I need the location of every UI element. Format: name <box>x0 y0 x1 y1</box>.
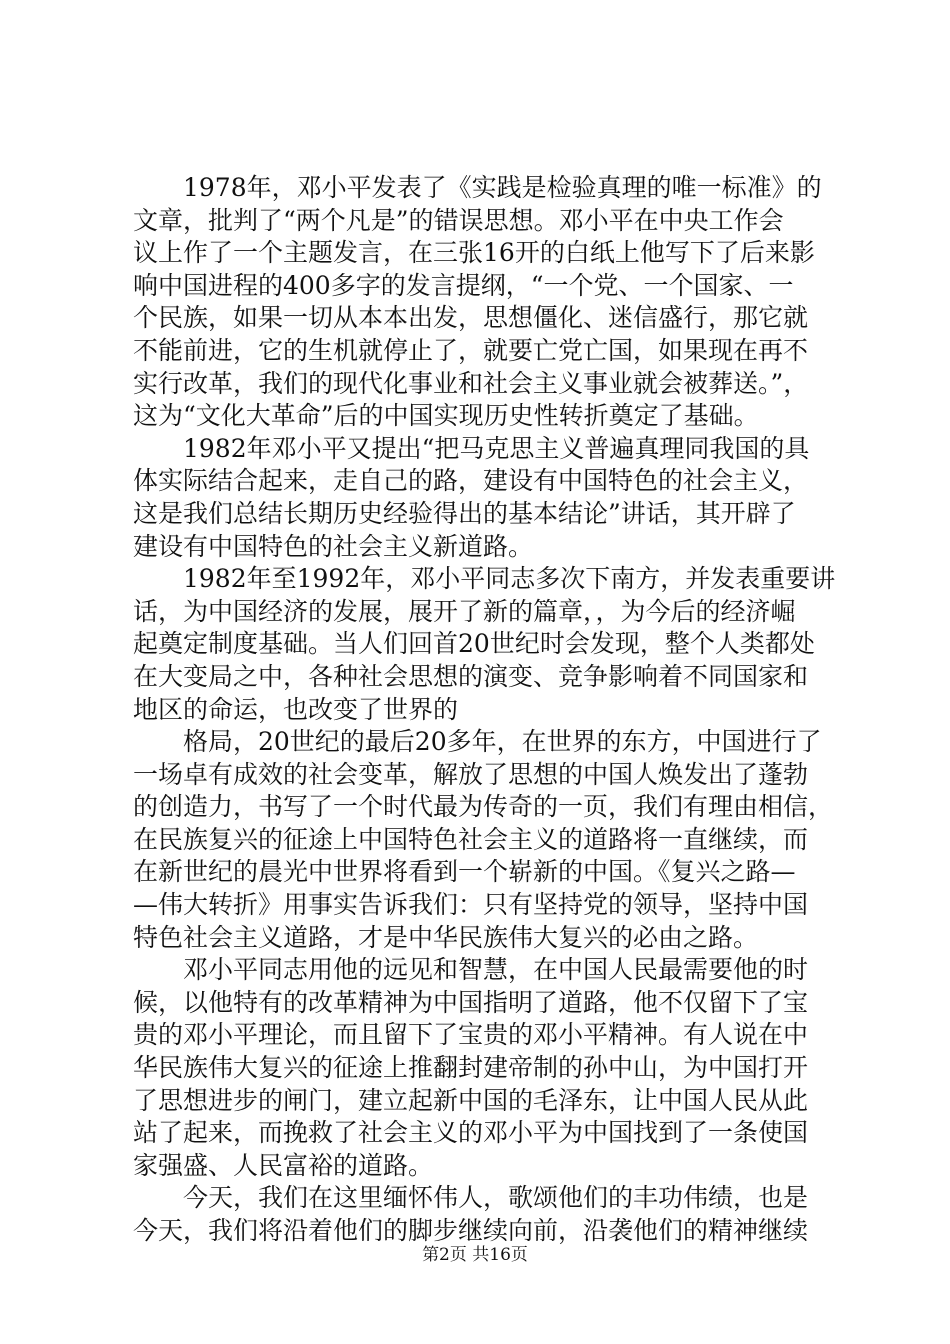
text-line: 地区的命运，也改变了世界的 <box>133 694 459 724</box>
text-line: 体实际结合起来，走自己的路，建设有中国特色的社会主义， <box>133 466 809 496</box>
text-line: 的创造力，书写了一个时代最为传奇的一页，我们有理由相信， <box>133 792 834 822</box>
text-line: 实行改革，我们的现代化事业和社会主义事业就会被葬送。”， <box>133 368 809 398</box>
text-line: 这为“文化大革命”后的中国实现历史性转折奠定了基础。 <box>133 401 759 431</box>
text-line: 不能前进，它的生机就停止了，就要亡党亡国，如果现在再不 <box>133 335 809 365</box>
text-line: 特色社会主义道路，才是中华民族伟大复兴的必由之路。 <box>133 922 759 952</box>
text-line: 今天，我们将沿着他们的脚步继续向前，沿袭他们的精神继续 <box>133 1216 809 1245</box>
text-line: —伟大转折》用事实告诉我们：只有坚持党的领导，坚持中国 <box>133 890 809 920</box>
document-body <box>133 172 836 1248</box>
text-line: 起奠定制度基础。当人们回首20世纪时会发现，整个人类都处 <box>133 629 815 659</box>
text-line: 了思想进步的闸门，建立起新中国的毛泽东，让中国人民从此 <box>133 1085 809 1115</box>
text-line: 1982年邓小平又提出“把马克思主义普遍真理同我国的具 <box>183 433 810 463</box>
text-line: 建设有中国特色的社会主义新道路。 <box>133 531 534 561</box>
text-line: 华民族伟大复兴的征途上推翻封建帝制的孙中山，为中国打开 <box>133 1053 809 1083</box>
text-line: 议上作了一个主题发言，在三张16开的白纸上他写下了后来影 <box>133 238 815 268</box>
text-line: 今天，我们在这里缅怀伟人，歌颂他们的丰功伟绩，也是 <box>183 1183 809 1213</box>
text-line: 1982年至1992年，邓小平同志多次下南方，并发表重要讲 <box>183 564 836 594</box>
text-line: 一场卓有成效的社会变革，解放了思想的中国人焕发出了蓬勃 <box>133 759 809 789</box>
text-line: 邓小平同志用他的远见和智慧，在中国人民最需要他的时 <box>183 955 809 985</box>
text-line: 贵的邓小平理论，而且留下了宝贵的邓小平精神。有人说在中 <box>133 1020 809 1050</box>
text-line: 候，以他特有的改革精神为中国指明了道路，他不仅留下了宝 <box>133 987 809 1017</box>
text-line: 家强盛、人民富裕的道路。 <box>133 1150 434 1180</box>
text-line: 这是我们总结长期历史经验得出的基本结论”讲话，其开辟了 <box>133 498 796 528</box>
text-line: 在大变局之中，各种社会思想的演变、竞争影响着不同国家和 <box>133 661 809 691</box>
text-line: 个民族，如果一切从本本出发，思想僵化、迷信盛行，那它就 <box>133 303 809 333</box>
text-line: 在民族复兴的征途上中国特色社会主义的道路将一直继续，而 <box>133 824 809 854</box>
text-line: 格局，20世纪的最后20多年，在世界的东方，中国进行了 <box>183 727 822 757</box>
text-line: 站了起来，而挽救了社会主义的邓小平为中国找到了一条使国 <box>133 1118 809 1148</box>
text-line: 1978年，邓小平发表了《实践是检验真理的唯一标准》的 <box>183 173 822 202</box>
page-footer: 第2页 共16页 <box>422 1245 528 1265</box>
text-line: 话，为中国经济的发展，展开了新的篇章，，为今后的经济崛 <box>133 596 796 626</box>
text-line: 文章，批判了“两个凡是”的错误思想。邓小平在中央工作会 <box>133 205 784 235</box>
text-line: 响中国进程的400多字的发言提纲，“一个党、一个国家、一 <box>133 270 794 300</box>
text-line: 在新世纪的晨光中世界将看到一个崭新的中国。《复兴之路— <box>133 857 796 887</box>
